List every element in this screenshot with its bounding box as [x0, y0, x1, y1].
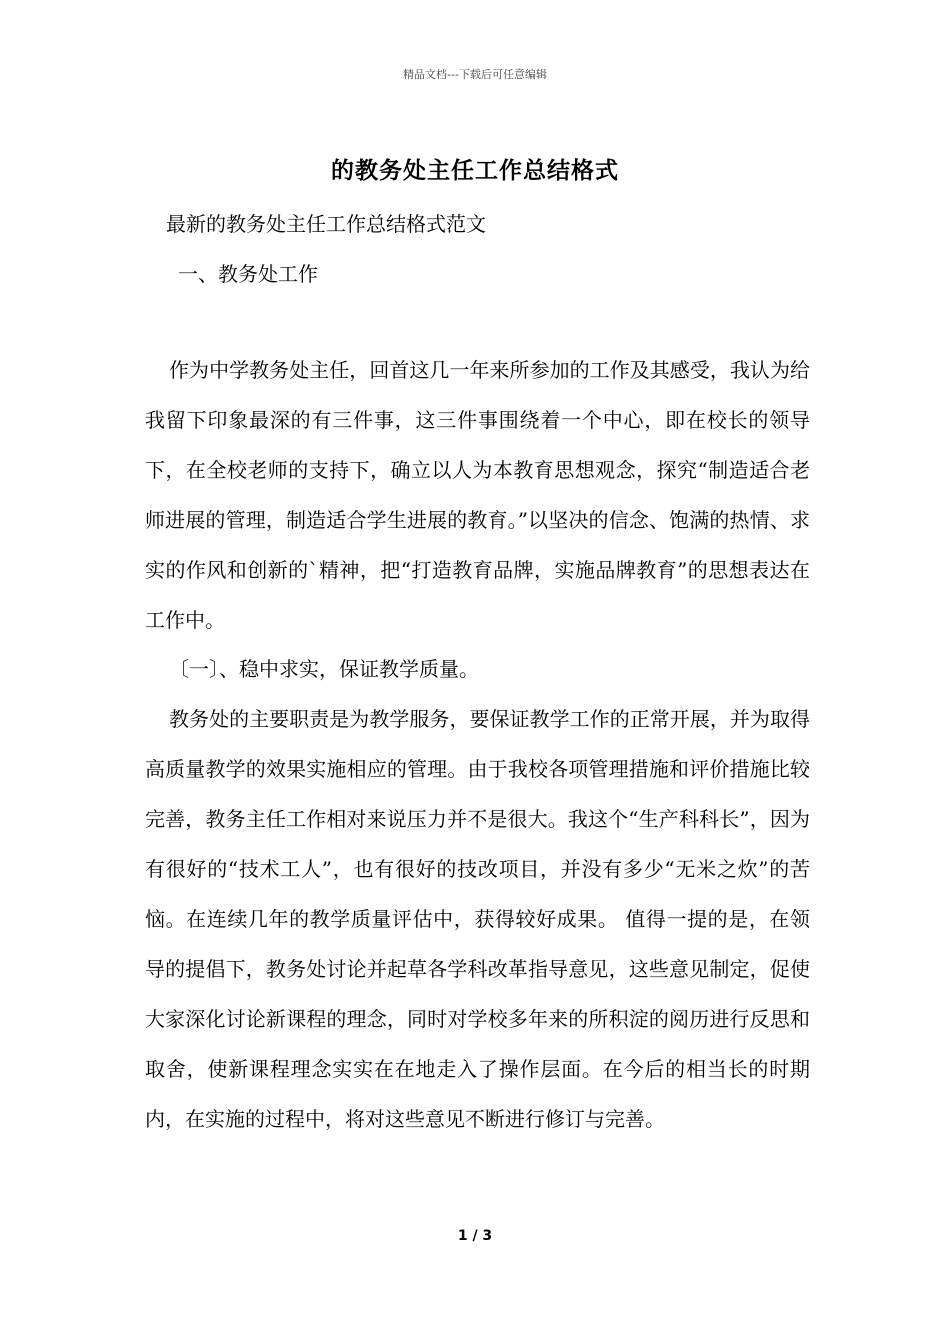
document-subtitle: 最新的教务处主任工作总结格式范文 — [166, 212, 486, 236]
body-paragraph-1 — [145, 345, 810, 645]
paragraph-text: 作为中学教务处主任，回首这几一年来所参加的工作及其感受，我认为给我留下印象最深的有三件事，这三件事围绕着一个中心，即在校长的领导下，在全校老师的支持下，确立以人为本教育思想观念，探究“制造适合老师进展的管理，制造适合学生进展的教育。”以坚决的信念、饱满的热情、求实的作风和创新的`精神，把“打造教育品牌，实施品牌教育”的思想表达在工作中。 — [145, 358, 810, 632]
body-paragraph-3 — [145, 694, 810, 1144]
header-note: 精品文档---下载后可任意编辑 — [403, 68, 547, 81]
subsection-heading: 〔一〕、稳中求实，保证教学质量。 — [169, 657, 479, 681]
document-title: 的教务处主任工作总结格式 — [331, 157, 619, 184]
paragraph-text: 教务处的主要职责是为教学服务，要保证教学工作的正常开展，并为取得高质量教学的效果实施相应的管理。由于我校各项管理措施和评价措施比较完善，教务主任工作相对来说压力并不是很大。我这个“生产科科长”，因为有很好的“技术工人”，也有很好的技改项目，并没有多少“无米之炊”的苦恼。在连续几年的教学质量评估中，获得较好成果。 值得一提的是，在领导的提倡下，教务处讨论并起草各学科改革指导意见，这些意见制定，促使大家深化讨论新课程的理念，同时对学校多年来的所积淀的阅历进行反思和取舍，使新课程理念实实在在地走入了操作层面。在今后的相当长的时期内，在实施的过程中，将对这些意见不断进行修订与完善。 — [145, 707, 810, 1131]
body-paragraph-2 — [145, 644, 810, 694]
section-heading: 一、教务处工作 — [178, 262, 318, 286]
page-number: 1 / 3 — [457, 1228, 493, 1244]
